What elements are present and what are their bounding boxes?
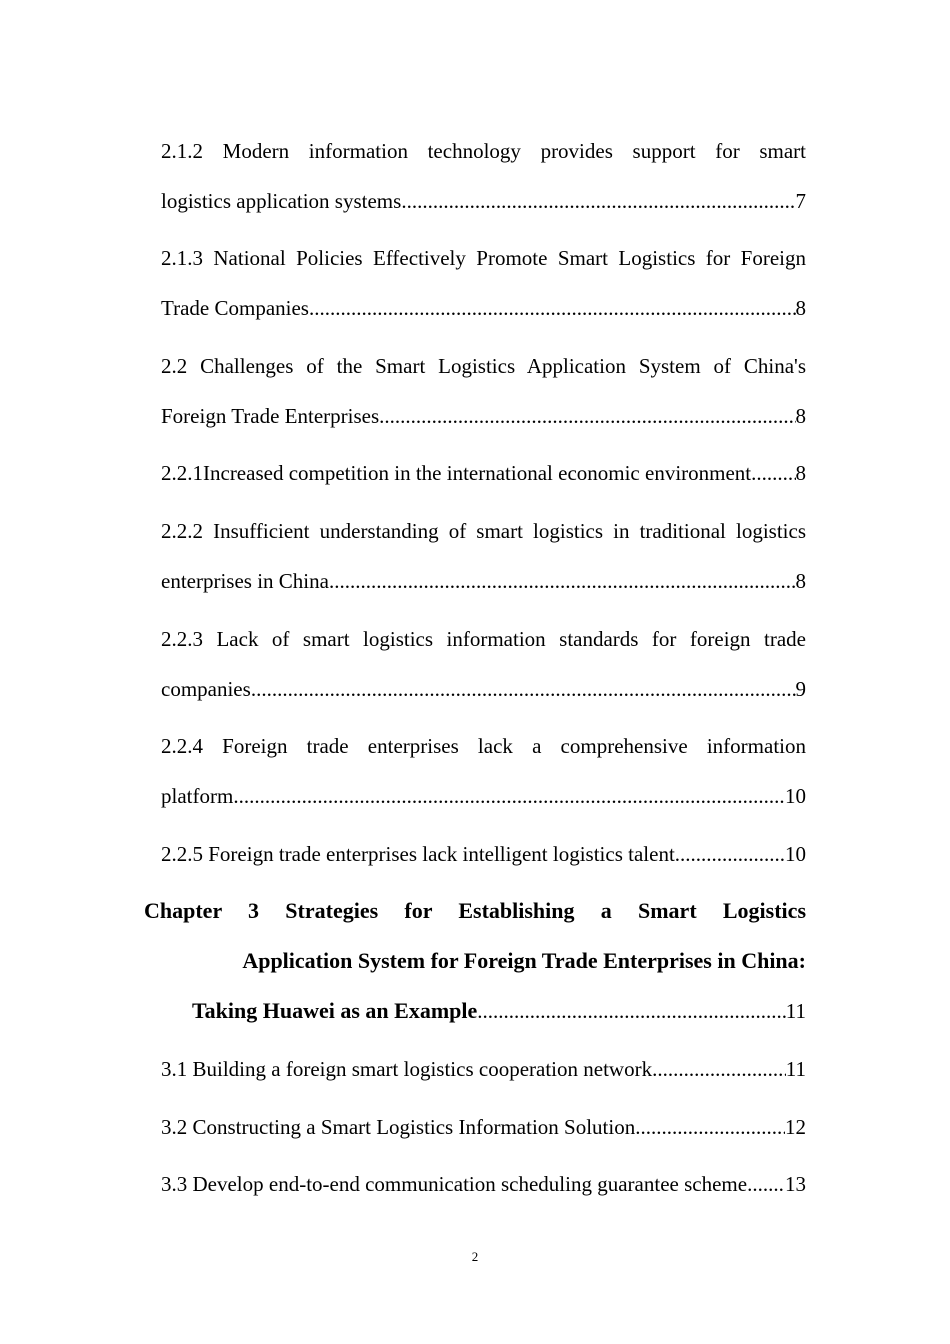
toc-entry-2-2-4-line2[interactable] <box>161 784 806 808</box>
leader-dots <box>652 1057 786 1081</box>
toc-entry-3-2[interactable] <box>161 1115 806 1139</box>
toc-entry-text: enterprises in China <box>161 569 329 593</box>
toc-entry-2-2-3-line1[interactable]: 2.2.3 Lack of smart logistics information standards for foreign trade <box>161 627 806 651</box>
toc-page-number: 13 <box>785 1172 806 1196</box>
toc-entry-2-1-3-line1[interactable]: 2.1.3 National Policies Effectively Promote Smart Logistics for Foreign <box>161 246 806 270</box>
toc-entry-text: 2.2.5 Foreign trade enterprises lack intelligent logistics talent <box>161 842 675 866</box>
toc-entry-3-1[interactable] <box>161 1057 806 1081</box>
toc-entry-2-1-3-line2[interactable] <box>161 296 806 320</box>
leader-dots <box>233 784 785 808</box>
leader-dots <box>379 404 795 428</box>
leader-dots <box>751 461 795 485</box>
leader-dots <box>635 1115 785 1139</box>
toc-page-number: 8 <box>795 461 806 485</box>
toc-entry-text: 3.1 Building a foreign smart logistics cooperation network <box>161 1057 653 1081</box>
toc-entry-2-2-3-line2[interactable] <box>161 677 806 701</box>
toc-entry-text: logistics application systems <box>161 189 402 213</box>
toc-page-number: 7 <box>795 189 806 213</box>
toc-entry-text: 3.3 Develop end-to-end communication scheduling guarantee scheme <box>161 1172 748 1196</box>
toc-page-number: 9 <box>795 677 806 701</box>
leader-dots <box>747 1172 785 1196</box>
leader-dots <box>401 189 795 213</box>
toc-entry-text: 2.2.1Increased competition in the international economic environment <box>161 461 752 485</box>
toc-entry-2-2-line2[interactable] <box>161 404 806 428</box>
toc-chapter-3-line2[interactable]: Application System for Foreign Trade Enterprises in China: <box>242 948 806 973</box>
toc-entry-text: 3.2 Constructing a Smart Logistics Information Solution <box>161 1115 636 1139</box>
toc-entry-2-2-2-line2[interactable] <box>161 569 806 593</box>
toc-entry-2-2-4-line1[interactable]: 2.2.4 Foreign trade enterprises lack a comprehensive information <box>161 734 806 758</box>
toc-entry-text: platform <box>161 784 234 808</box>
toc-entry-2-2-1[interactable] <box>161 461 806 485</box>
toc-entry-2-2-2-line1[interactable]: 2.2.2 Insufficient understanding of smart logistics in traditional logistics <box>161 519 806 543</box>
toc-entry-3-3[interactable] <box>161 1172 806 1196</box>
leader-dots <box>309 296 796 320</box>
toc-entry-2-1-2-line1[interactable]: 2.1.2 Modern information technology provides support for smart <box>161 139 806 163</box>
toc-entry-text: Taking Huawei as an Example <box>192 999 478 1023</box>
toc-chapter-3-line3[interactable] <box>192 999 806 1023</box>
leader-dots <box>251 677 796 701</box>
toc-entry-2-2-5[interactable] <box>161 842 806 866</box>
toc-page-number: 10 <box>785 842 806 866</box>
toc-page-number: 11 <box>785 1057 806 1081</box>
toc-entry-2-1-2-line2[interactable] <box>161 189 806 213</box>
toc-chapter-3-line1[interactable]: Chapter 3 Strategies for Establishing a Smart Logistics <box>144 899 806 923</box>
toc-page-number: 8 <box>795 296 806 320</box>
toc-page-number: 8 <box>795 569 806 593</box>
leader-dots <box>477 999 786 1023</box>
toc-page-number: 10 <box>785 784 806 808</box>
toc-entry-text: Foreign Trade Enterprises <box>161 404 380 428</box>
toc-page-number: 11 <box>785 999 806 1023</box>
toc-page-number: 8 <box>795 404 806 428</box>
page-number: 2 <box>471 1249 479 1264</box>
leader-dots <box>329 569 796 593</box>
toc-entry-text: Trade Companies <box>161 296 309 320</box>
toc-page-number: 12 <box>785 1115 806 1139</box>
toc-entry-text: companies <box>161 677 251 701</box>
leader-dots <box>675 842 785 866</box>
toc-entry-2-2-line1[interactable]: 2.2 Challenges of the Smart Logistics Application System of China's <box>161 354 806 378</box>
